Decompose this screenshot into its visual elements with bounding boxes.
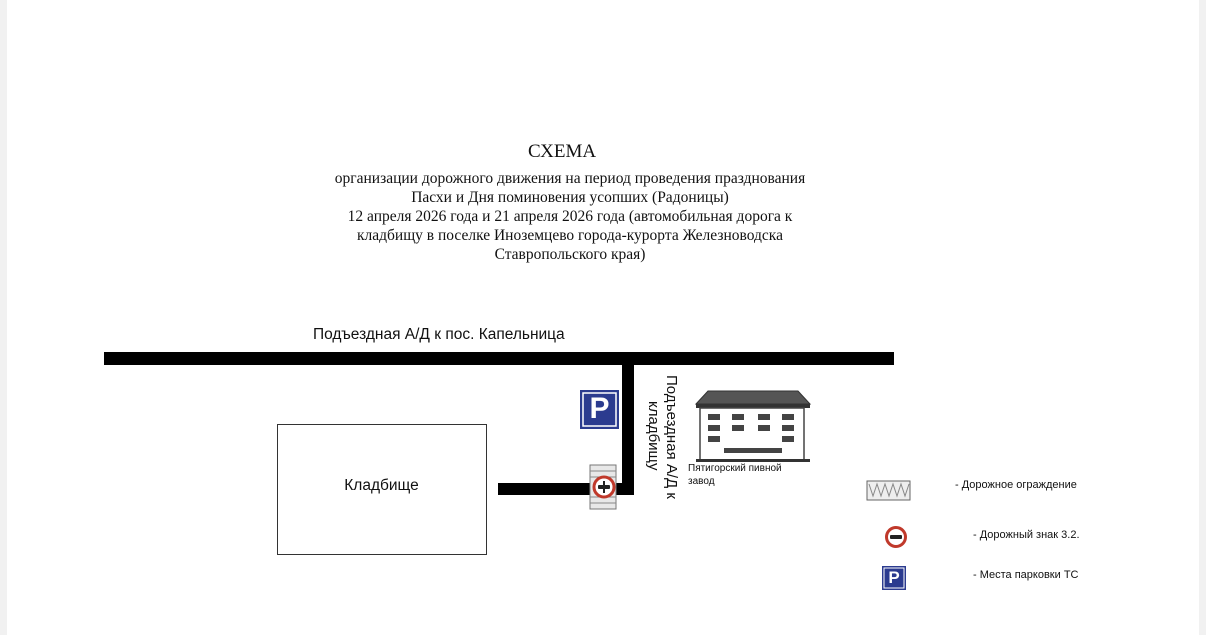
factory-building-icon: [696, 391, 810, 462]
subtitle-line-3: 12 апреля 2026 года и 21 апреля 2026 года (автомобильная дорога к: [347, 208, 793, 225]
side-road: [622, 362, 634, 495]
legend-barrier-label: - Дорожное ограждение: [955, 479, 1077, 491]
side-road-label-line-1: Подъездная А/Д к: [663, 375, 680, 499]
main-road: [104, 352, 894, 365]
scheme-title: СХЕМА: [527, 141, 597, 162]
factory-label-line-1: Пятигорский пивной: [688, 463, 782, 474]
legend-road-barrier-icon: [867, 481, 910, 500]
subtitle-line-5: Ставропольского края): [494, 246, 646, 263]
legend-parking-label: - Места парковки ТС: [973, 569, 1079, 581]
subtitle-line-4: кладбищу в поселке Иноземцево города-курорта Железноводска: [357, 227, 783, 244]
cemetery-label: Кладбище: [344, 477, 419, 494]
main-road-label: Подъездная А/Д к пос. Капельница: [313, 326, 565, 343]
legend-no-entry-sign-icon: [887, 528, 906, 547]
factory-label-line-2: завод: [688, 476, 715, 487]
legend-parking-letter: P: [888, 568, 900, 587]
parking-sign-letter: P: [589, 392, 610, 425]
no-entry-sign-icon: [594, 477, 614, 497]
subtitle-line-2: Пасхи и Дня поминовения усопших (Радоницы): [411, 189, 729, 206]
side-road-label-line-2: кладбищу: [645, 401, 662, 471]
legend-sign-label: - Дорожный знак 3.2.: [973, 529, 1080, 541]
subtitle-line-1: организации дорожного движения на период проведения празднования: [334, 170, 806, 187]
factory-label: [688, 462, 782, 488]
